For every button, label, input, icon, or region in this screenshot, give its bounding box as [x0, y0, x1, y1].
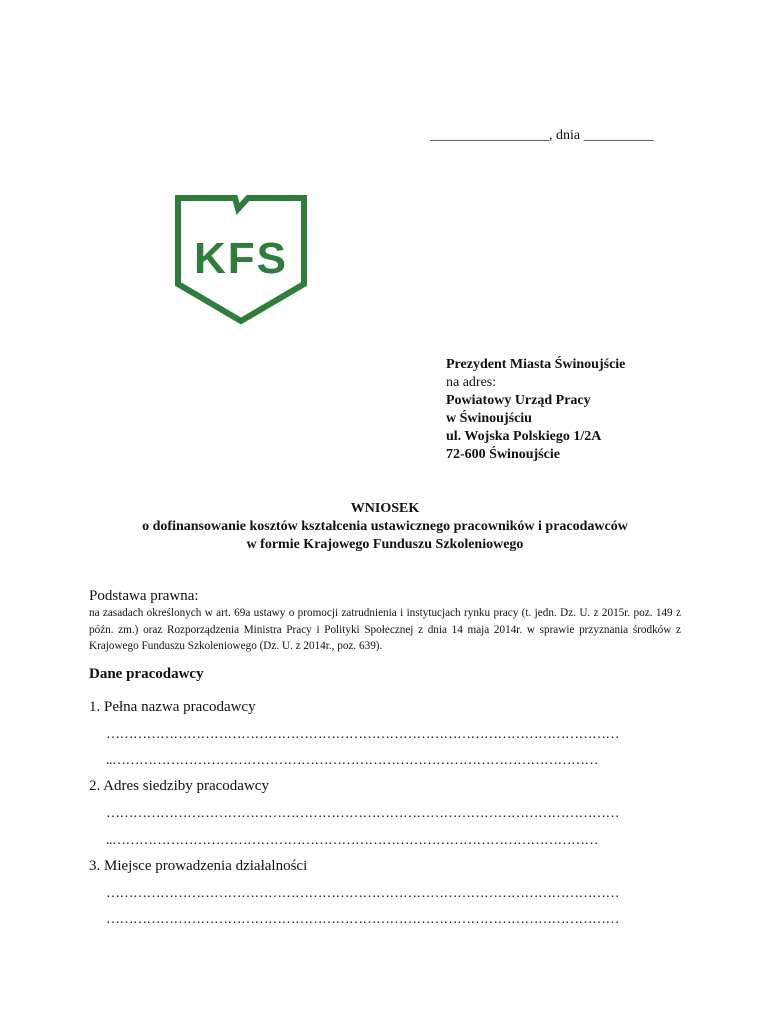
employer-item-1-label: 1. Pełna nazwa pracodawcy	[89, 699, 256, 715]
legal-basis-heading: Podstawa prawna:	[89, 588, 199, 604]
title-line3: w formie Krajowego Funduszu Szkoleniowego	[246, 537, 524, 552]
employer-item-3-field-line1[interactable]: ……………………………………………………………………………………………………	[106, 886, 619, 901]
document-title	[0, 500, 770, 554]
recipient-line6: 72-600 Świnoujście	[446, 447, 560, 462]
employer-item-1-field-line2[interactable]: ..………………………………………………………………………………………………	[106, 753, 598, 768]
legal-basis-text: na zasadach określonych w art. 69a ustawy o promocji zatrudnienia i instytucjach rynku pracy (t. jedn. Dz. U. z 2015r. poz. 149 z późn. zm.) oraz Rozporządzenia Ministra Pracy i Polityki Społecznej z dnia 14 maja 2014r. w sprawie przyznania środków z Krajowego Funduszu Szkoleniowego (Dz. U. z 2014r., poz. 639).	[89, 607, 681, 652]
kfs-logo-text: KFS	[194, 234, 288, 283]
employer-item-2-field-line2[interactable]: ..………………………………………………………………………………………………	[106, 833, 598, 848]
recipient-line3: Powiatowy Urząd Pracy	[446, 393, 591, 408]
recipient-line1: Prezydent Miasta Świnoujście	[446, 357, 626, 372]
employer-item-2-field-line1[interactable]: ……………………………………………………………………………………………………	[106, 806, 619, 821]
recipient-line4: w Świnoujściu	[446, 411, 532, 426]
employer-item-3-label: 3. Miejsce prowadzenia działalności	[89, 858, 308, 874]
employer-item-2-label: 2. Adres siedziby pracodawcy	[89, 778, 269, 794]
employer-item-1-field-line1[interactable]: ……………………………………………………………………………………………………	[106, 727, 619, 742]
kfs-logo	[175, 195, 307, 325]
recipient-address	[446, 356, 625, 464]
recipient-line2: na adres:	[446, 375, 497, 390]
date-line: _________________, dnia __________	[430, 128, 654, 143]
employer-section-heading: Dane pracodawcy	[89, 666, 204, 682]
employer-item-3-field-line2[interactable]: ……………………………………………………………………………………………………	[106, 912, 619, 927]
recipient-line5: ul. Wojska Polskiego 1/2A	[446, 429, 602, 444]
title-line1: WNIOSEK	[350, 501, 420, 516]
title-line2: o dofinansowanie kosztów kształcenia ustawicznego pracowników i pracodawców	[142, 519, 628, 534]
